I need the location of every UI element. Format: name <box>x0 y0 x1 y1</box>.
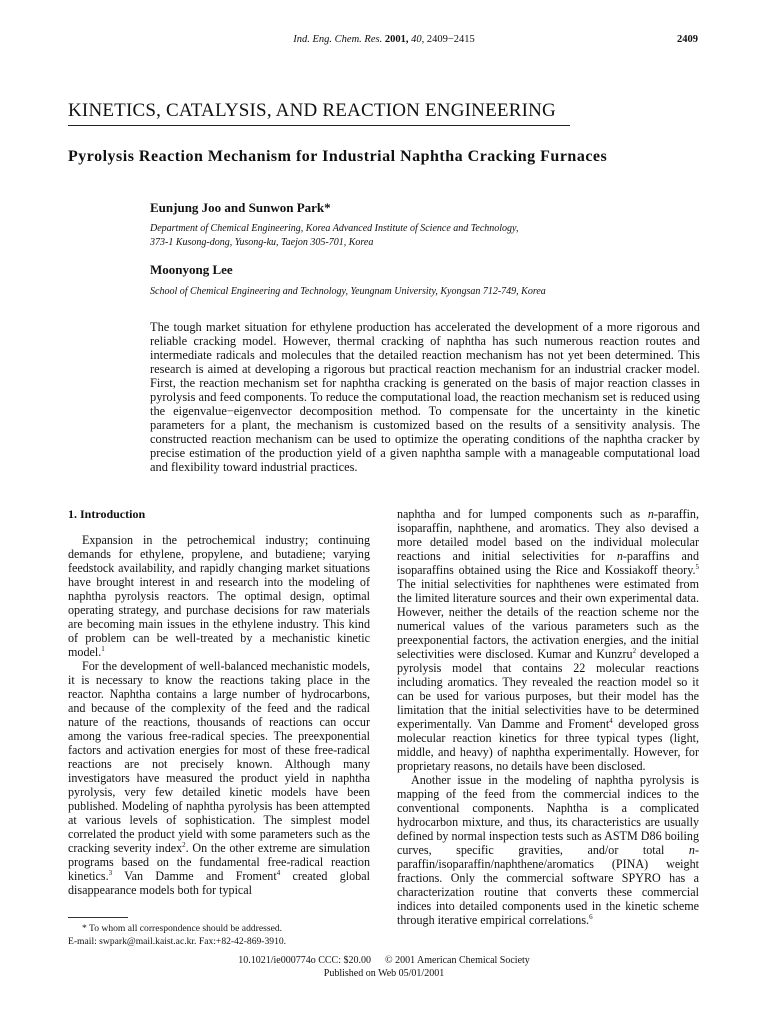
intro-paragraph-2 <box>68 659 370 897</box>
right-text-a: naphtha and for lumped components such as <box>397 507 648 521</box>
italic-n: n <box>616 549 623 563</box>
citation-ref: 3 <box>108 868 113 877</box>
affiliation-1-line-2: 373-1 Kusong-dong, Yusong-ku, Taejon 305-701, Korea <box>150 236 374 248</box>
citation-ref: 4 <box>276 868 281 877</box>
journal-pages: 2409−2415 <box>426 34 475 45</box>
citation-ref: 5 <box>695 562 699 571</box>
intro-paragraph-1-text: Expansion in the petrochemical industry; continuing demands for ethylene, propylene, and butadiene; varying feedstock availability, and rapidly changing market situations have brought interest in and research into the modeling of naphtha pyrolysis reactors. The optimal design, optimal operating strategy, and purchase decisions for raw materials are becoming main issues in the ethylene industry. This kind of problem can be well-treated by a mechanistic kinetic model. <box>68 533 370 659</box>
citation-ref: 6 <box>589 912 593 921</box>
journal-volume: 40, <box>411 34 425 45</box>
correspondence-footnote <box>68 923 370 948</box>
right-text-f: developed gross molecular reaction kinetics for three typical types (light, middle, and heavy) of naphtha experimentally. However, for proprietary reasons, no details have been disclosed. <box>397 717 699 773</box>
right-text-e: developed a pyrolysis model that contains 22 molecular reactions including aromatics. They revealed the reaction model so it can be used for various purposes, but their model has the limitation that the initial selectivities have to be determined experimentally. Van Damme and Froment <box>397 647 699 731</box>
right-text-b: -paraffin, isoparaffin, naphthene, and aromatics. They also devised a more detailed model based on the individual molecular reactions and initial selectivities for <box>397 507 699 563</box>
affiliation-1 <box>150 222 670 249</box>
citation-ref: 2 <box>632 646 637 655</box>
intro-paragraph-2-text-c: Van Damme and Froment <box>112 869 277 883</box>
intro-paragraph-2-continued <box>397 507 699 773</box>
citation-ref: 2 <box>182 840 186 849</box>
introduction-heading: 1. Introduction <box>68 507 146 521</box>
running-head <box>0 33 768 47</box>
journal-name: Ind. Eng. Chem. Res. <box>293 34 383 45</box>
right-column <box>397 507 699 927</box>
intro-paragraph-3 <box>397 773 699 927</box>
footnote-line-1: * To whom all correspondence should be addressed. <box>82 923 283 934</box>
section-heading: KINETICS, CATALYSIS, AND REACTION ENGINEERING <box>68 98 570 126</box>
abstract: The tough market situation for ethylene production has accelerated the development of a more rigorous and reliable cracking model. However, thermal cracking of naphtha has such numerous reaction routes and intermediate radicals and molecules that the detailed reaction mechanism has not yet been determined. This research is aimed at developing a rigorous but practical reaction mechanism for an industrial cracker model. First, the reaction mechanism set for naphtha cracking is generated on the basis of major reaction classes in pyrolysis and feed components. To reduce the computational load, the reaction mechanism set is reduced using the eigenvalue−eigenvector decomposition method. To compensate for the uncertainty in the kinetic parameters for a plant, the mechanism is customized based on the results of a sensitivity analysis. The constructed reaction mechanism can be used to optimize the operating conditions of the naphtha cracker by precise estimation of the production yield of a given naphtha sample with a manageable computational load and flexibility toward industrial practices. <box>150 320 700 474</box>
copyright-text: © 2001 American Chemical Society <box>385 955 530 966</box>
intro-paragraph-2-text-a: For the development of well-balanced mechanistic models, it is necessary to know the reactions taking place in the reactor. Naphtha contains a large number of hydrocarbons, and because of the complexity of the feed and the radical nature of the reactions, thousands of reactions can occur among the various free-radical species. The preexponential factors and activation energies for most of these free-radical reactions are not precisely known. Although many investigators have measured the product yield in naphtha pyrolysis, very few detailed kinetic models have been published. Modeling of naphtha pyrolysis has been attempted at various levels of sophistication. The simplest model correlated the product yield with some parameters such as the cracking severity index <box>68 659 370 855</box>
published-line: Published on Web 05/01/2001 <box>323 968 445 979</box>
intro-paragraph-1 <box>68 533 370 659</box>
italic-n: n <box>647 507 654 521</box>
doi-line <box>0 955 768 967</box>
intro-paragraph-2-text-b: . On the other extreme are simulation programs based on the fundamental free-radical reaction kinetics. <box>68 841 370 883</box>
footnote-line-2: E-mail: swpark@mail.kaist.ac.kr. Fax:+82-42-869-3910. <box>68 935 287 947</box>
footnote-divider <box>68 917 128 918</box>
paragraph-3-text-b: -paraffin/isoparaffin/naphthene/aromatics (PINA) weight fractions. Only the commercial software SPYRO has a characterization routine that converts these commercial indices into detailed components used in the kinetic scheme through iterative empirical correlations. <box>397 843 699 927</box>
authors-group-1: Eunjung Joo and Sunwon Park* <box>150 200 331 215</box>
page-number: 2409 <box>677 34 698 45</box>
journal-year: 2001, <box>384 34 409 45</box>
affiliation-1-line-1: Department of Chemical Engineering, Korea Advanced Institute of Science and Technology, <box>150 223 519 234</box>
paragraph-3-text-a: Another issue in the modeling of naphtha pyrolysis is mapping of the feed from the commercial indices to the conventional components. Naphtha is a complicated hydrocarbon mixture, and thus, its characteristics are usually defined by normal inspection tests such as ASTM D86 boiling curves, specific gravities, and/or total <box>397 773 699 857</box>
affiliation-2: School of Chemical Engineering and Technology, Yeungnam University, Kyongsan 712-749, Korea <box>150 286 546 297</box>
right-text-d: The initial selectivities for naphthenes were estimated from the limited literature sources and their own experimental data. However, neither the details of the reaction scheme nor the numerical values of the various parameters such as the preexponential factors, the activation energies, and the initial selectivities were disclosed. Kumar and Kunzru <box>397 577 699 661</box>
left-column <box>68 507 370 897</box>
citation-ref: 4 <box>609 716 613 725</box>
authors-group-2: Moonyong Lee <box>150 262 233 277</box>
right-text-c: -paraffins and isoparaffins obtained using the Rice and Kossiakoff theory. <box>397 549 700 577</box>
article-title: Pyrolysis Reaction Mechanism for Industrial Naphtha Cracking Furnaces <box>68 148 608 165</box>
journal-citation <box>0 33 768 47</box>
italic-n: n <box>688 843 695 857</box>
citation-ref: 1 <box>101 644 105 653</box>
doi-text: 10.1021/ie000774o CCC: $20.00 <box>238 955 371 966</box>
intro-paragraph-2-text-d: created global disappearance models both for typical <box>68 869 370 897</box>
